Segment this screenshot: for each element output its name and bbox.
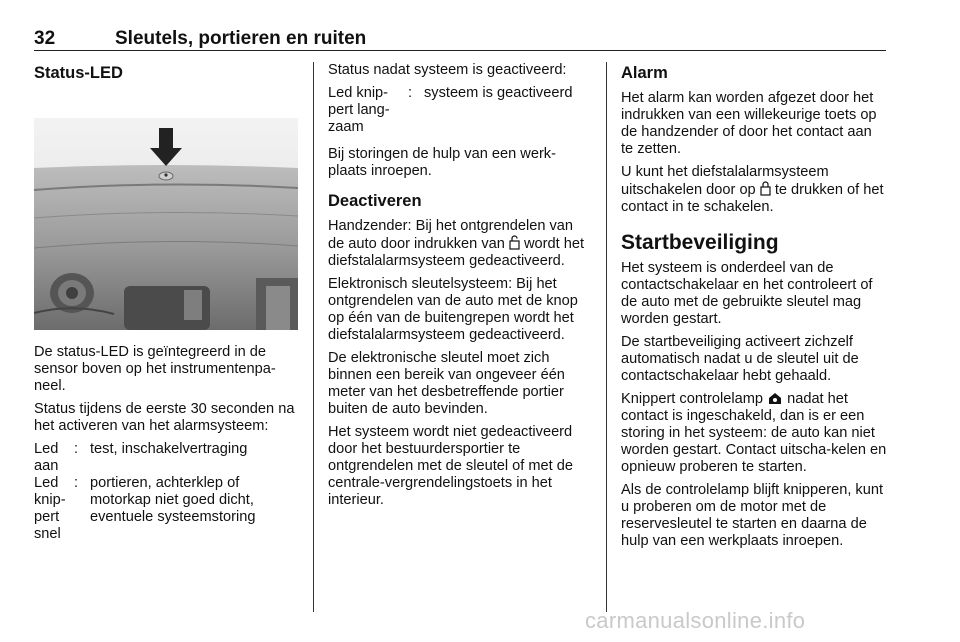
paragraph: De status-LED is geïntegreerd in de sensor boven op het instrumentenpa-neel. (34, 344, 276, 394)
watermark: carmanualsonline.info (585, 608, 806, 633)
section-heading-status-led: Status-LED (34, 64, 123, 82)
column-divider (606, 62, 607, 612)
status-list (34, 441, 298, 543)
status-term: Led aan (34, 441, 59, 474)
text: te drukken of het contact in te schakelen. (621, 182, 884, 215)
column-3 (621, 62, 887, 556)
immobilizer-icon (767, 392, 783, 405)
colon: : (74, 441, 79, 457)
page-number: 32 (34, 28, 56, 49)
status-desc: test, inschakelvertraging (90, 441, 248, 457)
column-1 (34, 62, 298, 553)
paragraph: De elektronische sleutel moet zich binnen een bereik van ongeveer één meter van het desbetreffende portier buiten de auto bevinden. (328, 350, 565, 417)
status-desc: systeem is geactiveerd (424, 85, 573, 101)
status-term: Led knip-pert snel (34, 475, 66, 542)
section-heading-alarm: Alarm (621, 64, 668, 82)
paragraph (621, 164, 887, 216)
status-desc: portieren, achterklep of motorkap niet goed dicht, eventuele systeemstoring (90, 475, 256, 525)
status-term: Led knip-pert lang-zaam (328, 85, 390, 135)
paragraph: De startbeveiliging activeert zichzelf automatisch nadat u de sleutel uit de contactschakelaar hebt gehaald. (621, 334, 859, 384)
chapter-title: Sleutels, portieren en ruiten (115, 28, 367, 49)
lock-icon (760, 181, 771, 196)
paragraph: Status nadat systeem is geactiveerd: (328, 62, 567, 78)
paragraph (328, 218, 592, 270)
paragraph: Bij storingen de hulp van een werk-plaats inroepen. (328, 146, 556, 179)
paragraph: Als de controlelamp blijft knipperen, kunt u proberen om de motor met de reservesleutel te starten en daarna de hulp van een werkplaats inroepen. (621, 482, 884, 549)
status-row (328, 85, 592, 136)
column-2 (328, 62, 592, 515)
status-list (328, 85, 592, 136)
paragraph: Het systeem is onderdeel van de contactschakelaar en het controleert of de auto met de gebruikte sleutel mag worden gestart. (621, 260, 873, 327)
paragraph: Het systeem wordt niet gedeactiveerd door het bestuurdersportier te ontgrendelen met de sleutel of met de centrale-vergrendelingstoets in het interieur. (328, 424, 574, 508)
status-row (34, 475, 298, 543)
paragraph: Het alarm kan worden afgezet door het indrukken van een willekeurige toets op de handzender of door het contact aan te zetten. (621, 90, 877, 157)
dashboard-sensor-illustration (34, 118, 298, 330)
text: U kunt het diefstalalarmsysteem uitschakelen door op (621, 164, 829, 198)
paragraph: Status tijdens de eerste 30 seconden na het activeren van het alarmsysteem: (34, 401, 295, 434)
section-heading-deactiveren: Deactiveren (328, 192, 422, 210)
text: wordt het diefstalalarmsysteem gedeactiveerd. (328, 236, 585, 269)
colon: : (74, 475, 79, 491)
colon: : (408, 85, 413, 101)
page-header (34, 6, 886, 51)
text: Knippert controlelamp (621, 391, 763, 407)
status-row (34, 441, 298, 475)
text: Handzender: Bij het ontgrendelen van de auto door indrukken van (328, 218, 574, 252)
unlock-icon (509, 235, 520, 250)
column-divider (313, 62, 314, 612)
section-heading-startbeveiliging: Startbeveiliging (621, 231, 779, 254)
text: nadat het contact is ingeschakeld, dan is er een storing in het systeem: de auto kan niet worden gestart. Contact uitscha-kelen en opnieuw proberen te starten. (621, 391, 887, 475)
paragraph: Elektronisch sleutelsysteem: Bij het ontgrendelen van de auto met de knop op één van de buitengrepen wordt het diefstalalarmsysteem gedeactiveerd. (328, 276, 578, 343)
paragraph (621, 391, 887, 476)
